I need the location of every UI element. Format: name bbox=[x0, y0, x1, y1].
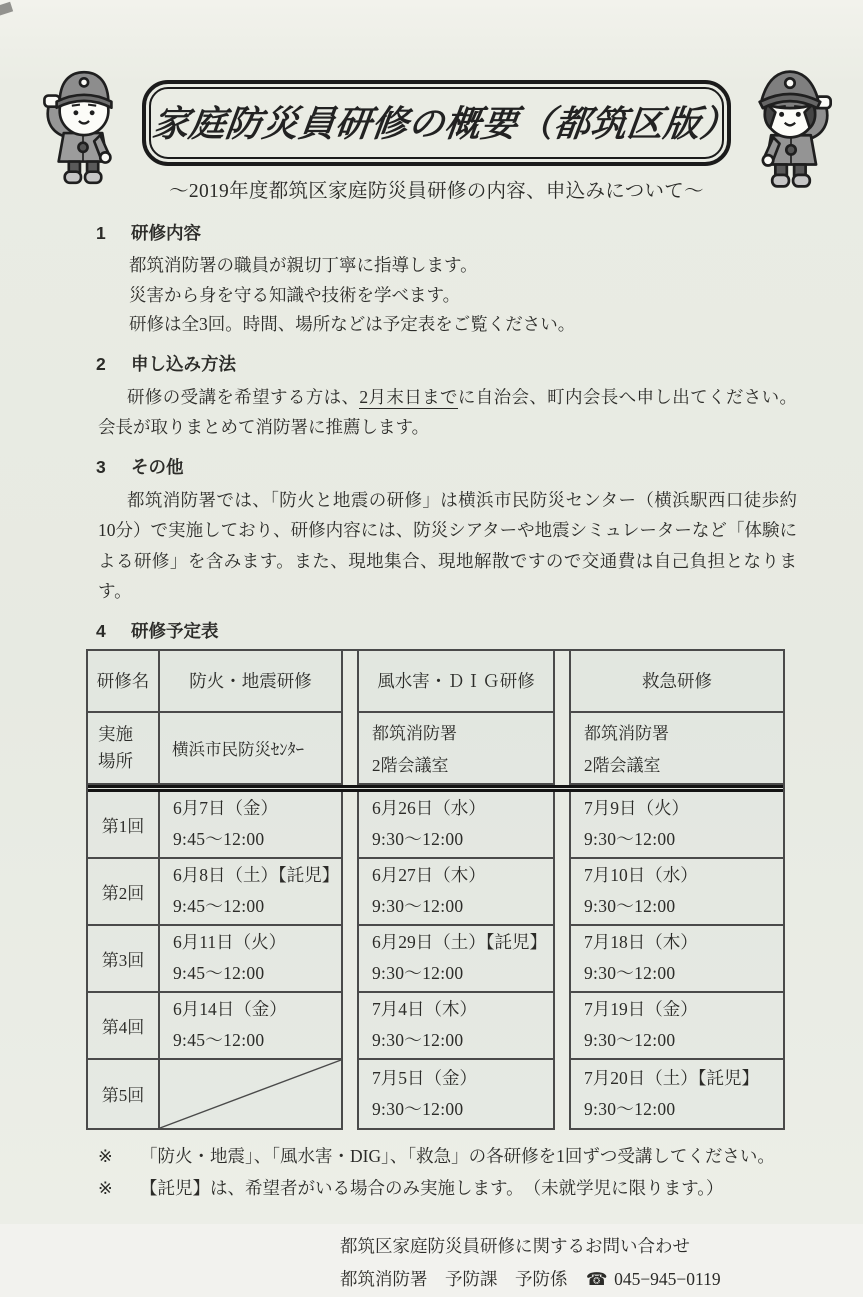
round-label: 第3回 bbox=[88, 926, 160, 993]
footnote-1-text: 「防火・地震」、「風水害・DIG」、「救急」の各研修を1回ずつ受講してください。 bbox=[140, 1145, 775, 1166]
schedule-cell bbox=[359, 792, 555, 859]
schedule-cell bbox=[160, 926, 343, 993]
schedule-cell bbox=[571, 792, 783, 859]
section-2-text: に自治会、町内会長へ申し出てください。会長が取りまとめて消防署に推薦します。 bbox=[98, 386, 798, 437]
contact-department: 都筑消防署 予防課 予防係 bbox=[340, 1268, 568, 1289]
round-label: 第5回 bbox=[88, 1060, 160, 1130]
column-gap bbox=[343, 993, 359, 1060]
section-1-line: 研修は全3回。時間、場所などは予定表をご覧ください。 bbox=[129, 314, 576, 334]
section-2-body bbox=[98, 382, 797, 443]
location-line: 2階会議室 bbox=[584, 756, 661, 775]
session-date: 7月19日（金） bbox=[584, 999, 698, 1019]
section-4-heading bbox=[96, 618, 797, 643]
column-gap bbox=[343, 651, 359, 713]
header-center bbox=[130, 60, 743, 203]
column-gap bbox=[555, 713, 571, 785]
session-time: 9:30～12:00 bbox=[372, 1098, 464, 1119]
schedule-cell bbox=[571, 993, 783, 1060]
session-date: 6月8日（土）【託児】 bbox=[173, 865, 340, 885]
location-line: 2階会議室 bbox=[372, 756, 449, 775]
session-date: 7月18日（木） bbox=[584, 932, 698, 952]
column-header-first-aid: 救急研修 bbox=[571, 651, 783, 713]
location-first-aid bbox=[571, 713, 783, 785]
contact-phone-row bbox=[340, 1263, 797, 1297]
section-1-line: 都筑消防署の職員が親切丁寧に指導します。 bbox=[129, 255, 478, 275]
session-time: 9:30～12:00 bbox=[372, 963, 464, 983]
section-2-title: 申し込み方法 bbox=[131, 353, 236, 374]
contact-phone-number: 045−945−0119 bbox=[614, 1268, 721, 1289]
document-body bbox=[0, 203, 863, 1297]
schedule-cell bbox=[571, 926, 783, 993]
column-gap bbox=[555, 993, 571, 1060]
column-gap bbox=[343, 1060, 359, 1130]
location-label-line: 実施 bbox=[98, 723, 133, 744]
session-time: 9:30～12:00 bbox=[584, 1030, 676, 1050]
section-1-body bbox=[129, 251, 797, 340]
section-3-title: その他 bbox=[131, 456, 184, 477]
section-2-heading bbox=[96, 351, 797, 376]
session-time: 9:30～12:00 bbox=[372, 1030, 464, 1050]
column-gap bbox=[343, 792, 359, 859]
schedule-cell bbox=[160, 792, 343, 859]
firefighter-boy-mascot-icon bbox=[36, 60, 130, 199]
section-1-line: 災害から身を守る知識や技術を学べます。 bbox=[129, 284, 461, 305]
diagonal-slash-icon bbox=[160, 1060, 341, 1128]
column-header-fire-quake: 防火・地震研修 bbox=[160, 651, 343, 713]
header bbox=[0, 0, 863, 203]
column-gap bbox=[343, 859, 359, 926]
session-date: 7月10日（水） bbox=[584, 865, 698, 885]
session-time: 9:45～12:00 bbox=[173, 1030, 265, 1050]
schedule-cell bbox=[359, 1060, 555, 1130]
column-gap bbox=[555, 1060, 571, 1130]
session-time: 9:30～12:00 bbox=[584, 963, 676, 983]
section-1-number: 1 bbox=[96, 223, 106, 243]
footnotes bbox=[98, 1140, 797, 1204]
column-gap bbox=[343, 926, 359, 993]
session-time: 9:30～12:00 bbox=[372, 829, 464, 849]
footnote-1 bbox=[98, 1140, 797, 1172]
section-1-heading bbox=[96, 220, 797, 245]
round-label: 第2回 bbox=[88, 859, 160, 926]
contact-block bbox=[340, 1230, 797, 1297]
session-time: 9:45～12:00 bbox=[173, 963, 265, 983]
schedule-cell bbox=[160, 993, 343, 1060]
schedule-cell bbox=[359, 859, 555, 926]
session-date: 7月4日（木） bbox=[372, 999, 477, 1019]
session-date: 6月29日（土）【託児】 bbox=[372, 932, 547, 952]
column-gap bbox=[555, 651, 571, 713]
title-box bbox=[142, 80, 740, 166]
schedule-cell bbox=[160, 859, 343, 926]
section-2-text: 研修の受講を希望する方は、 bbox=[127, 386, 360, 407]
footnote-2-text: 【託児】は、希望者がいる場合のみ実施します。 （未就学児に限ります。） bbox=[140, 1177, 724, 1198]
session-time: 9:30～12:00 bbox=[584, 896, 676, 916]
section-2-number: 2 bbox=[96, 353, 106, 374]
location-label-line: 場所 bbox=[98, 750, 133, 771]
reference-mark-icon: ※ bbox=[98, 1145, 113, 1166]
title-box-inner bbox=[149, 87, 740, 159]
page-title: 家庭防災員研修の概要（都筑区版） bbox=[150, 104, 740, 144]
session-time: 9:30～12:00 bbox=[372, 896, 464, 916]
session-date: 7月20日（土）【託児】 bbox=[584, 1067, 759, 1088]
session-time: 9:45～12:00 bbox=[173, 829, 265, 849]
column-gap bbox=[555, 792, 571, 859]
firefighter-girl-mascot-icon bbox=[743, 60, 839, 203]
round-label: 第4回 bbox=[88, 993, 160, 1060]
reference-mark-icon: ※ bbox=[98, 1177, 113, 1198]
session-date: 6月11日（火） bbox=[173, 932, 287, 952]
session-time: 9:30～12:00 bbox=[584, 829, 676, 849]
column-header-storm-dig: 風水害・ＤＩＧ研修 bbox=[359, 651, 555, 713]
schedule-cell bbox=[571, 1060, 783, 1130]
section-4-title: 研修予定表 bbox=[131, 620, 219, 641]
column-gap bbox=[555, 859, 571, 926]
empty-schedule-cell-diagonal bbox=[160, 1060, 343, 1130]
location-line: 都筑消防署 bbox=[372, 724, 457, 743]
location-fire-quake: 横浜市民防災ｾﾝﾀｰ bbox=[160, 713, 343, 785]
table-corner-header: 研修名 bbox=[88, 651, 160, 713]
section-1-title: 研修内容 bbox=[131, 223, 201, 243]
session-date: 6月7日（金） bbox=[173, 798, 278, 818]
location-line: 都筑消防署 bbox=[584, 724, 669, 743]
schedule-cell bbox=[359, 993, 555, 1060]
contact-title: 都筑区家庭防災員研修に関するお問い合わせ bbox=[340, 1235, 690, 1256]
round-label: 第1回 bbox=[88, 792, 160, 859]
deadline-underlined-text: 2月末日まで bbox=[359, 386, 458, 407]
section-4-number: 4 bbox=[96, 620, 106, 641]
footnote-2 bbox=[98, 1172, 797, 1204]
session-date: 7月9日（火） bbox=[584, 798, 689, 818]
thick-divider-bar bbox=[88, 785, 783, 792]
session-time: 9:30～12:00 bbox=[584, 1098, 676, 1119]
location-storm-dig bbox=[359, 713, 555, 785]
session-time: 9:45～12:00 bbox=[173, 896, 265, 916]
schedule-cell bbox=[571, 859, 783, 926]
session-date: 6月27日（木） bbox=[372, 865, 486, 885]
session-date: 7月5日（金） bbox=[372, 1067, 477, 1088]
section-3-number: 3 bbox=[96, 456, 106, 477]
schedule-cell bbox=[359, 926, 555, 993]
page-subtitle: ～2019年度都筑区家庭防災員研修の内容、申込みについて～ bbox=[169, 181, 704, 202]
column-gap bbox=[555, 926, 571, 993]
section-3-heading bbox=[96, 454, 797, 479]
session-date: 6月14日（金） bbox=[173, 999, 287, 1019]
session-date: 6月26日（水） bbox=[372, 798, 486, 818]
column-gap bbox=[343, 713, 359, 785]
section-3-body: 都筑消防署では、「防火と地震の研修」は横浜市民防災センター（横浜駅西口徒歩約10分）で実施しており、研修内容には、防災シアターや地震シミュレーターなど「体験による研修」を含みます。また、現地集合、現地解散ですので交通費は自己負担となります。 bbox=[98, 489, 797, 601]
telephone-icon: ☎ bbox=[585, 1269, 608, 1290]
schedule-table bbox=[86, 649, 785, 1130]
location-row-label bbox=[88, 713, 160, 785]
